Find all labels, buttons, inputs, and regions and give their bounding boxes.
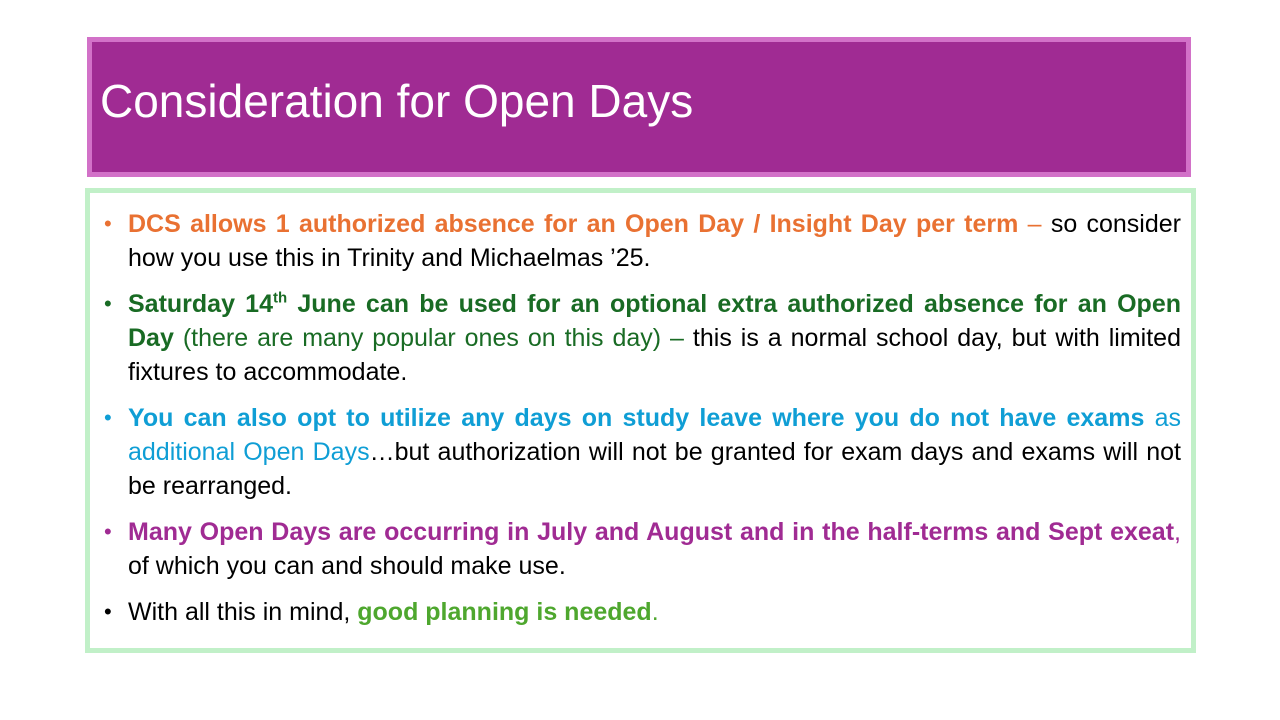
bullet-4-rest: of which you can and should make use. [128, 552, 566, 580]
bullet-item-2 [100, 287, 1181, 389]
bullet-5-end: . [651, 598, 659, 626]
bullet-5-start: With all this in mind, [128, 598, 358, 626]
bullet-2-paren: (there are many popular ones on this day) – [173, 324, 684, 352]
bullet-1-dash: – [1018, 210, 1042, 238]
bullet-dot-icon: • [104, 519, 112, 544]
bullet-4-comma: , [1174, 518, 1181, 546]
bullet-dot-icon: • [104, 211, 112, 236]
slide-title: Consideration for Open Days [100, 75, 694, 127]
bullet-4-bold: Many Open Days are occurring in July and August and in the half-terms and Sept exeat [128, 518, 1175, 546]
bullet-2-sup: th [273, 289, 288, 307]
bullet-item-5 [100, 595, 1181, 629]
bullet-dot-icon: • [104, 599, 112, 624]
bullet-item-3 [100, 401, 1181, 503]
bullet-item-4 [100, 515, 1181, 583]
bullet-1-rest: so consider how you use this in Trinity and Michaelmas ’25. [128, 210, 1181, 272]
bullet-3-rest: …but authorization will not be granted for exam days and exams will not be rearranged. [128, 438, 1181, 500]
bullet-2-bold-b: June can be used for an optional extra authorized absence for an Open Day [128, 290, 1181, 352]
title-banner [87, 37, 1191, 177]
bullet-1-bold: DCS allows 1 authorized absence for an Open Day / Insight Day per term [128, 210, 1019, 238]
bullet-2-rest: this is a normal school day, but with limited fixtures to accommodate. [128, 324, 1181, 386]
bullet-item-1 [100, 207, 1181, 275]
bullet-3-bold: You can also opt to utilize any days on study leave where you do not have exams [128, 404, 1145, 432]
bullet-3-plain: as additional Open Days [128, 404, 1182, 466]
bullet-list [100, 207, 1181, 629]
bullet-2-bold-a: Saturday 14 [128, 290, 273, 318]
bullet-5-bold: good planning is needed [357, 598, 652, 626]
bullet-dot-icon: • [104, 405, 112, 430]
content-box [85, 188, 1196, 653]
bullet-dot-icon: • [104, 291, 112, 316]
